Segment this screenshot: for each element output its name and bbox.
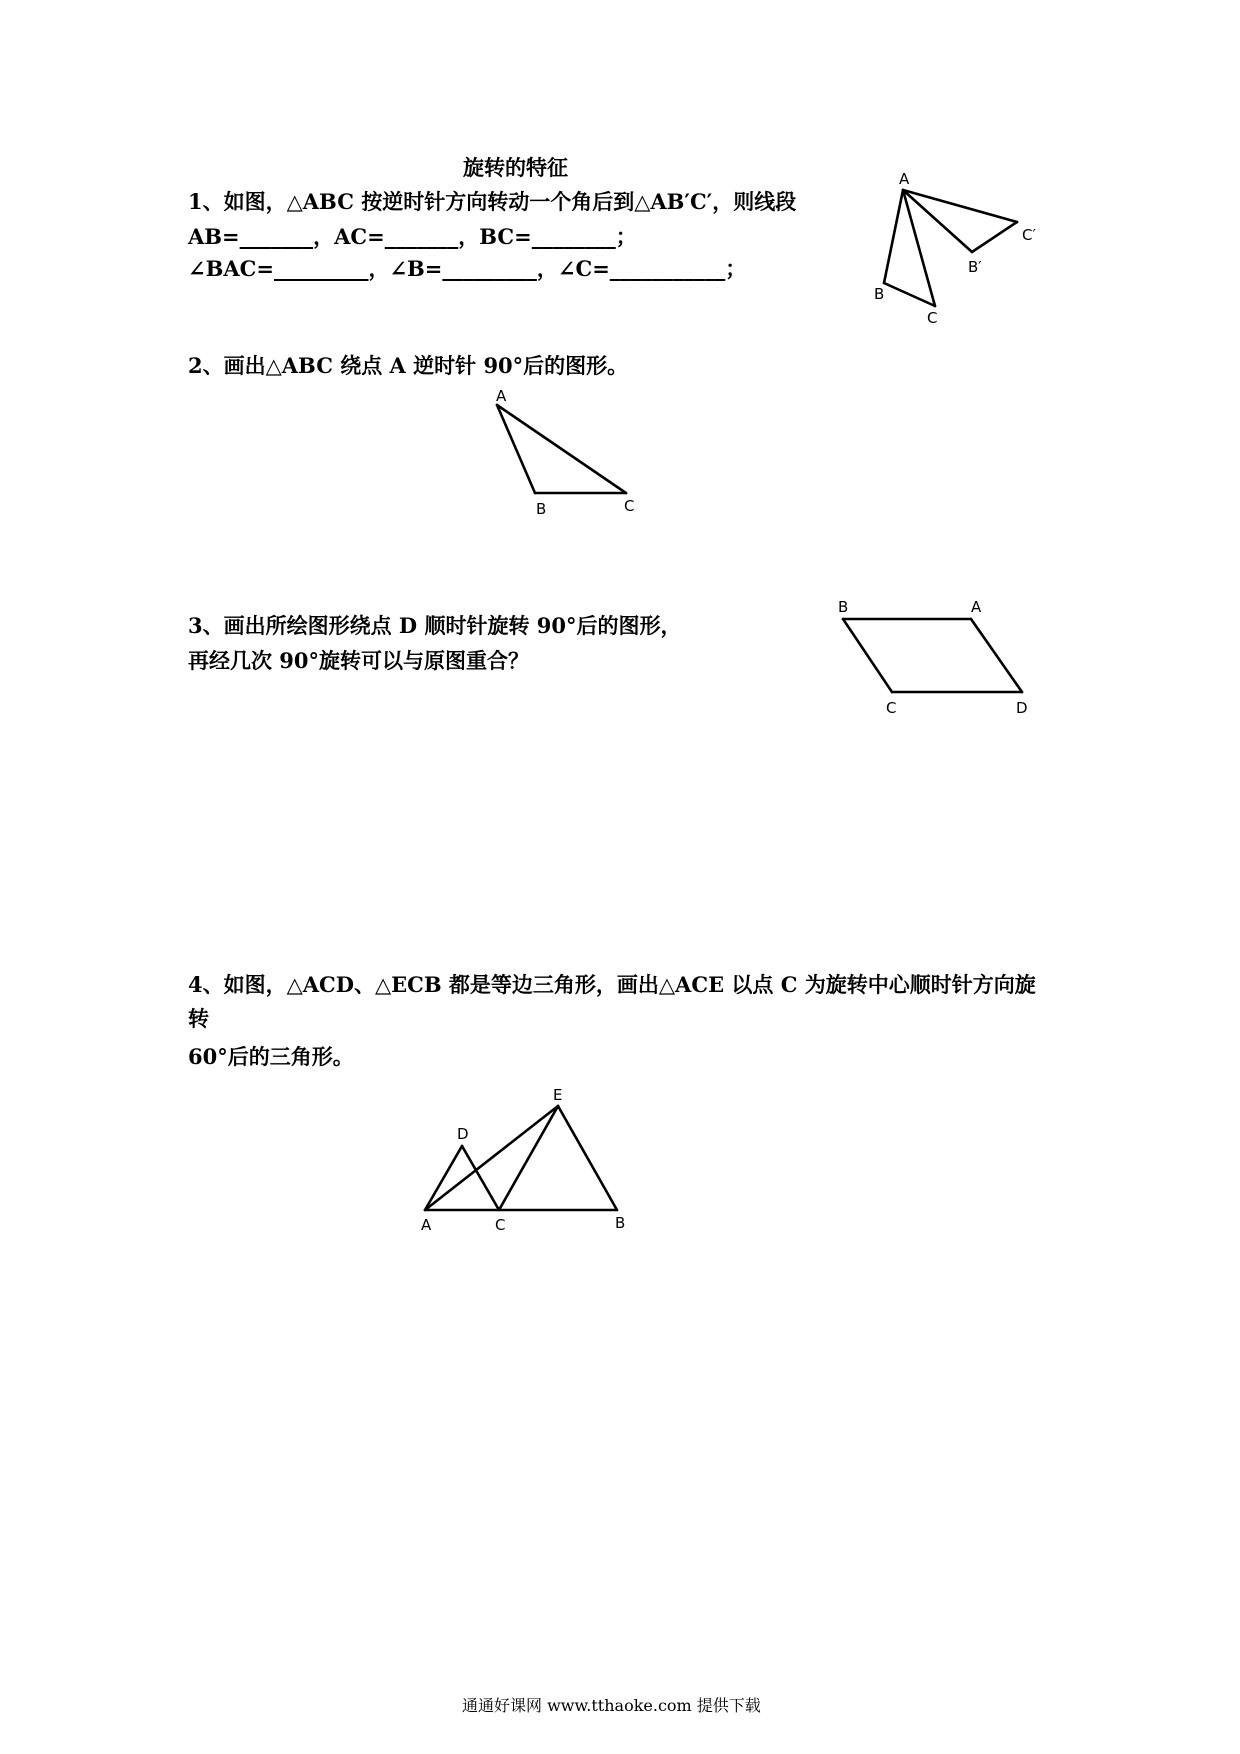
- q4-edge-ad: [425, 1146, 462, 1210]
- q1-label-b: B: [874, 285, 885, 303]
- q4-line-2: 转: [188, 1006, 209, 1031]
- page-title: 旋转的特征: [463, 155, 568, 180]
- q1-label-a: A: [899, 170, 910, 188]
- q2-text: 2、画出△ABC 绕点 A 逆时针 90°后的图形。: [188, 353, 629, 378]
- q4-line-3: 60°后的三角形。: [188, 1044, 354, 1069]
- q2-label-a: A: [496, 387, 507, 405]
- q1-line-3: ∠BAC=_________，∠B=_________，∠C=___________；: [188, 256, 747, 281]
- q3-label-a: A: [971, 598, 982, 616]
- q2-label-b: B: [536, 500, 547, 518]
- q3-edge-cb: [843, 619, 892, 692]
- q1-line-2: AB=_______，AC=_______，BC=________；: [188, 224, 637, 249]
- q1-edge-ac: [903, 190, 935, 306]
- q1-label-c: C: [927, 309, 938, 327]
- q1-label-c-prime: C′: [1022, 226, 1036, 244]
- q1-edge-b-prime-c-prime: [972, 222, 1017, 252]
- q1-label-b-prime: B′: [968, 258, 982, 276]
- q4-label-c: C: [495, 1216, 506, 1234]
- q3-figure: [838, 598, 1028, 717]
- q3-label-b: B: [838, 598, 849, 616]
- q4-label-a: A: [421, 1216, 432, 1234]
- q4-edge-ae: [425, 1106, 558, 1210]
- q4-edge-ce: [499, 1106, 558, 1210]
- q4-label-d: D: [457, 1125, 469, 1143]
- q1-edge-bc: [884, 283, 935, 306]
- q1-line-1: 1、如图，△ABC 按逆时针方向转动一个角后到△AB′C′，则线段: [188, 189, 797, 214]
- q4-label-b: B: [615, 1214, 626, 1232]
- q3-line-2: 再经几次 90°旋转可以与原图重合？: [188, 648, 530, 673]
- q3-label-c: C: [886, 699, 897, 717]
- q3-line-1: 3、画出所绘图形绕点 D 顺时针旋转 90°后的图形，: [188, 613, 682, 638]
- q4-figure: [421, 1086, 625, 1234]
- q2-label-c: C: [624, 497, 635, 515]
- q2-figure: [496, 387, 634, 518]
- q3-edge-ad: [971, 619, 1022, 692]
- q4-line-1: 4、如图，△ACD、△ECB 都是等边三角形，画出△ACE 以点 C 为旋转中心顺时针方向旋: [188, 972, 1036, 997]
- footer-credit: 通通好课网 www.tthaoke.com 提供下载: [462, 1696, 761, 1715]
- q3-label-d: D: [1016, 699, 1028, 717]
- q4-edge-eb: [558, 1106, 617, 1210]
- q4-label-e: E: [553, 1086, 563, 1104]
- q1-figure: [874, 170, 1036, 327]
- q1-edge-ab: [884, 190, 903, 283]
